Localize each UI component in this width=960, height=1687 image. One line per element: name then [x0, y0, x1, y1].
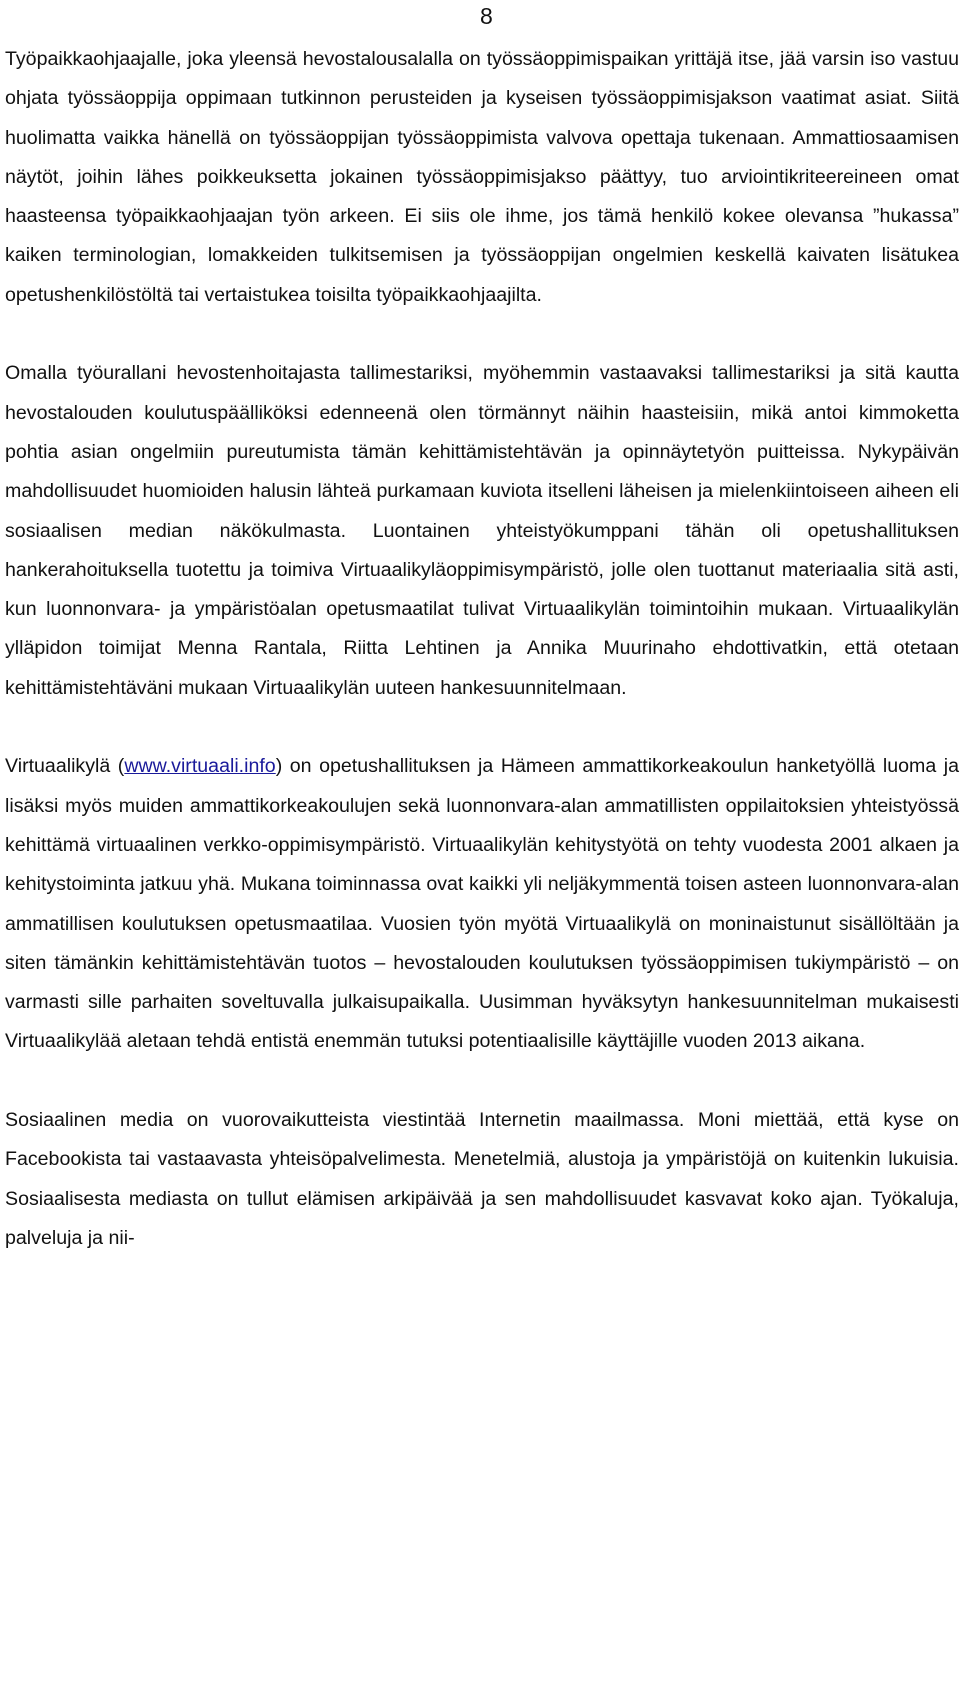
paragraph-virtuaalikyla-start: Virtuaalikylä ( [5, 755, 125, 778]
paragraph-social-media: Sosiaalinen media on vuorovaikutteista viestintää Internetin maailmassa. Moni miettää, että kyse on Facebookista tai vastaavasta yhteisöpalvelimesta. Menetelmiä, alustoja ja ympäristöjä on kuitenkin lukuisia. Sosiaalisesta mediasta on tullut elämisen arkipäivää ja sen mahdollisuudet kasvavat koko ajan. Työkaluja, palveluja ja nii- [5, 1109, 959, 1249]
virtuaali-info-link[interactable]: www.virtuaali.info [124, 755, 276, 778]
body-text [5, 40, 959, 1258]
paragraph-virtuaalikyla-rest: ) on opetushallituksen ja Hämeen ammattikorkeakoulun hanketyöllä luoma ja lisäksi myös muiden ammattikorkeakoulujen sekä luonnonvara-alan ammatillisten oppilaitoksien yhteistyössä kehittämä virtuaalinen verkko-oppimisympäristö. Virtuaalikylän kehitystyötä on tehty vuodesta 2001 alkaen ja kehitystoiminta jatkuu yhä. Mukana toiminnassa ovat kaikki yli neljäkymmentä toisen asteen luonnonvara-alan ammatillisen koulutuksen opetusmaatilaa. Vuosien työn myötä Virtuaalikylä on moninaistunut sisällöltään ja siten tämänkin kehittämistehtävän tuotos – hevostalouden koulutuksen työssäoppimisen tukiympäristö – on varmasti sille parhaiten soveltuvalla julkaisupaikalla. Uusimman hyväksytyn hankesuunnitelman mukaisesti Virtuaalikylää aletaan tehdä entistä enemmän tutuksi potentiaalisille käyttäjille vuoden 2013 aikana. [5, 755, 960, 1053]
paragraph-virtuaalikyla [5, 747, 959, 1061]
page-number: 8 [480, 3, 493, 29]
paragraph-work-instructor: Työpaikkaohjaajalle, joka yleensä hevostalousalalla on työssäoppimispaikan yrittäjä itse, jää varsin iso vastuu ohjata työssäoppija oppimaan tutkinnon perusteiden ja kyseisen työssäoppimisjakson vaatimat asiat. Siitä huolimatta vaikka hänellä on työssäoppijan työssäoppimista valvova opettaja tukenaan. Ammattiosaamisen näytöt, joihin lähes poikkeuksetta jokainen työssäoppimisjakso päättyy, tuo arviointikriteereineen omat haasteensa työpaikkaohjaajan työn arkeen. Ei siis ole ihme, jos tämä henkilö kokee olevansa ”hukassa” kaiken terminologian, lomakkeiden tulkitsemisen ja työssäoppijan ongelmien keskellä kaivaten lisätukea opetushenkilöstöltä tai vertaistukea toisilta työpaikkaohjaajilta. [5, 48, 959, 306]
paragraph-career-background: Omalla työurallani hevostenhoitajasta tallimestariksi, myöhemmin vastaavaksi tallimestariksi ja sitä kautta hevostalouden koulutuspäälliköksi edenneenä olen törmännyt näihin haasteisiin, mikä antoi kimmoketta pohtia asian ongelmiin pureutumista tämän kehittämistehtävän ja opinnäytetyön puitteissa. Nykypäivän mahdollisuudet huomioiden halusin lähteä purkamaan kuviota itselleni läheisen ja mielenkiintoiseen aiheen eli sosiaalisen median näkökulmasta. Luontainen yhteistyökumppani tähän oli opetushallituksen hankerahoituksella tuotettu ja toimiva Virtuaalikyläoppimisympäristö, jolle olen tuottanut materiaalia sitä asti, kun luonnonvara- ja ympäristöalan opetusmaatilat tulivat Virtuaalikylän toimintoihin mukaan. Virtuaalikylän ylläpidon toimijat Menna Rantala, Riitta Lehtinen ja Annika Muurinaho ehdottivatkin, että otetaan kehittämistehtäväni mukaan Virtuaalikylän uuteen hankesuunnitelmaan. [5, 362, 959, 699]
